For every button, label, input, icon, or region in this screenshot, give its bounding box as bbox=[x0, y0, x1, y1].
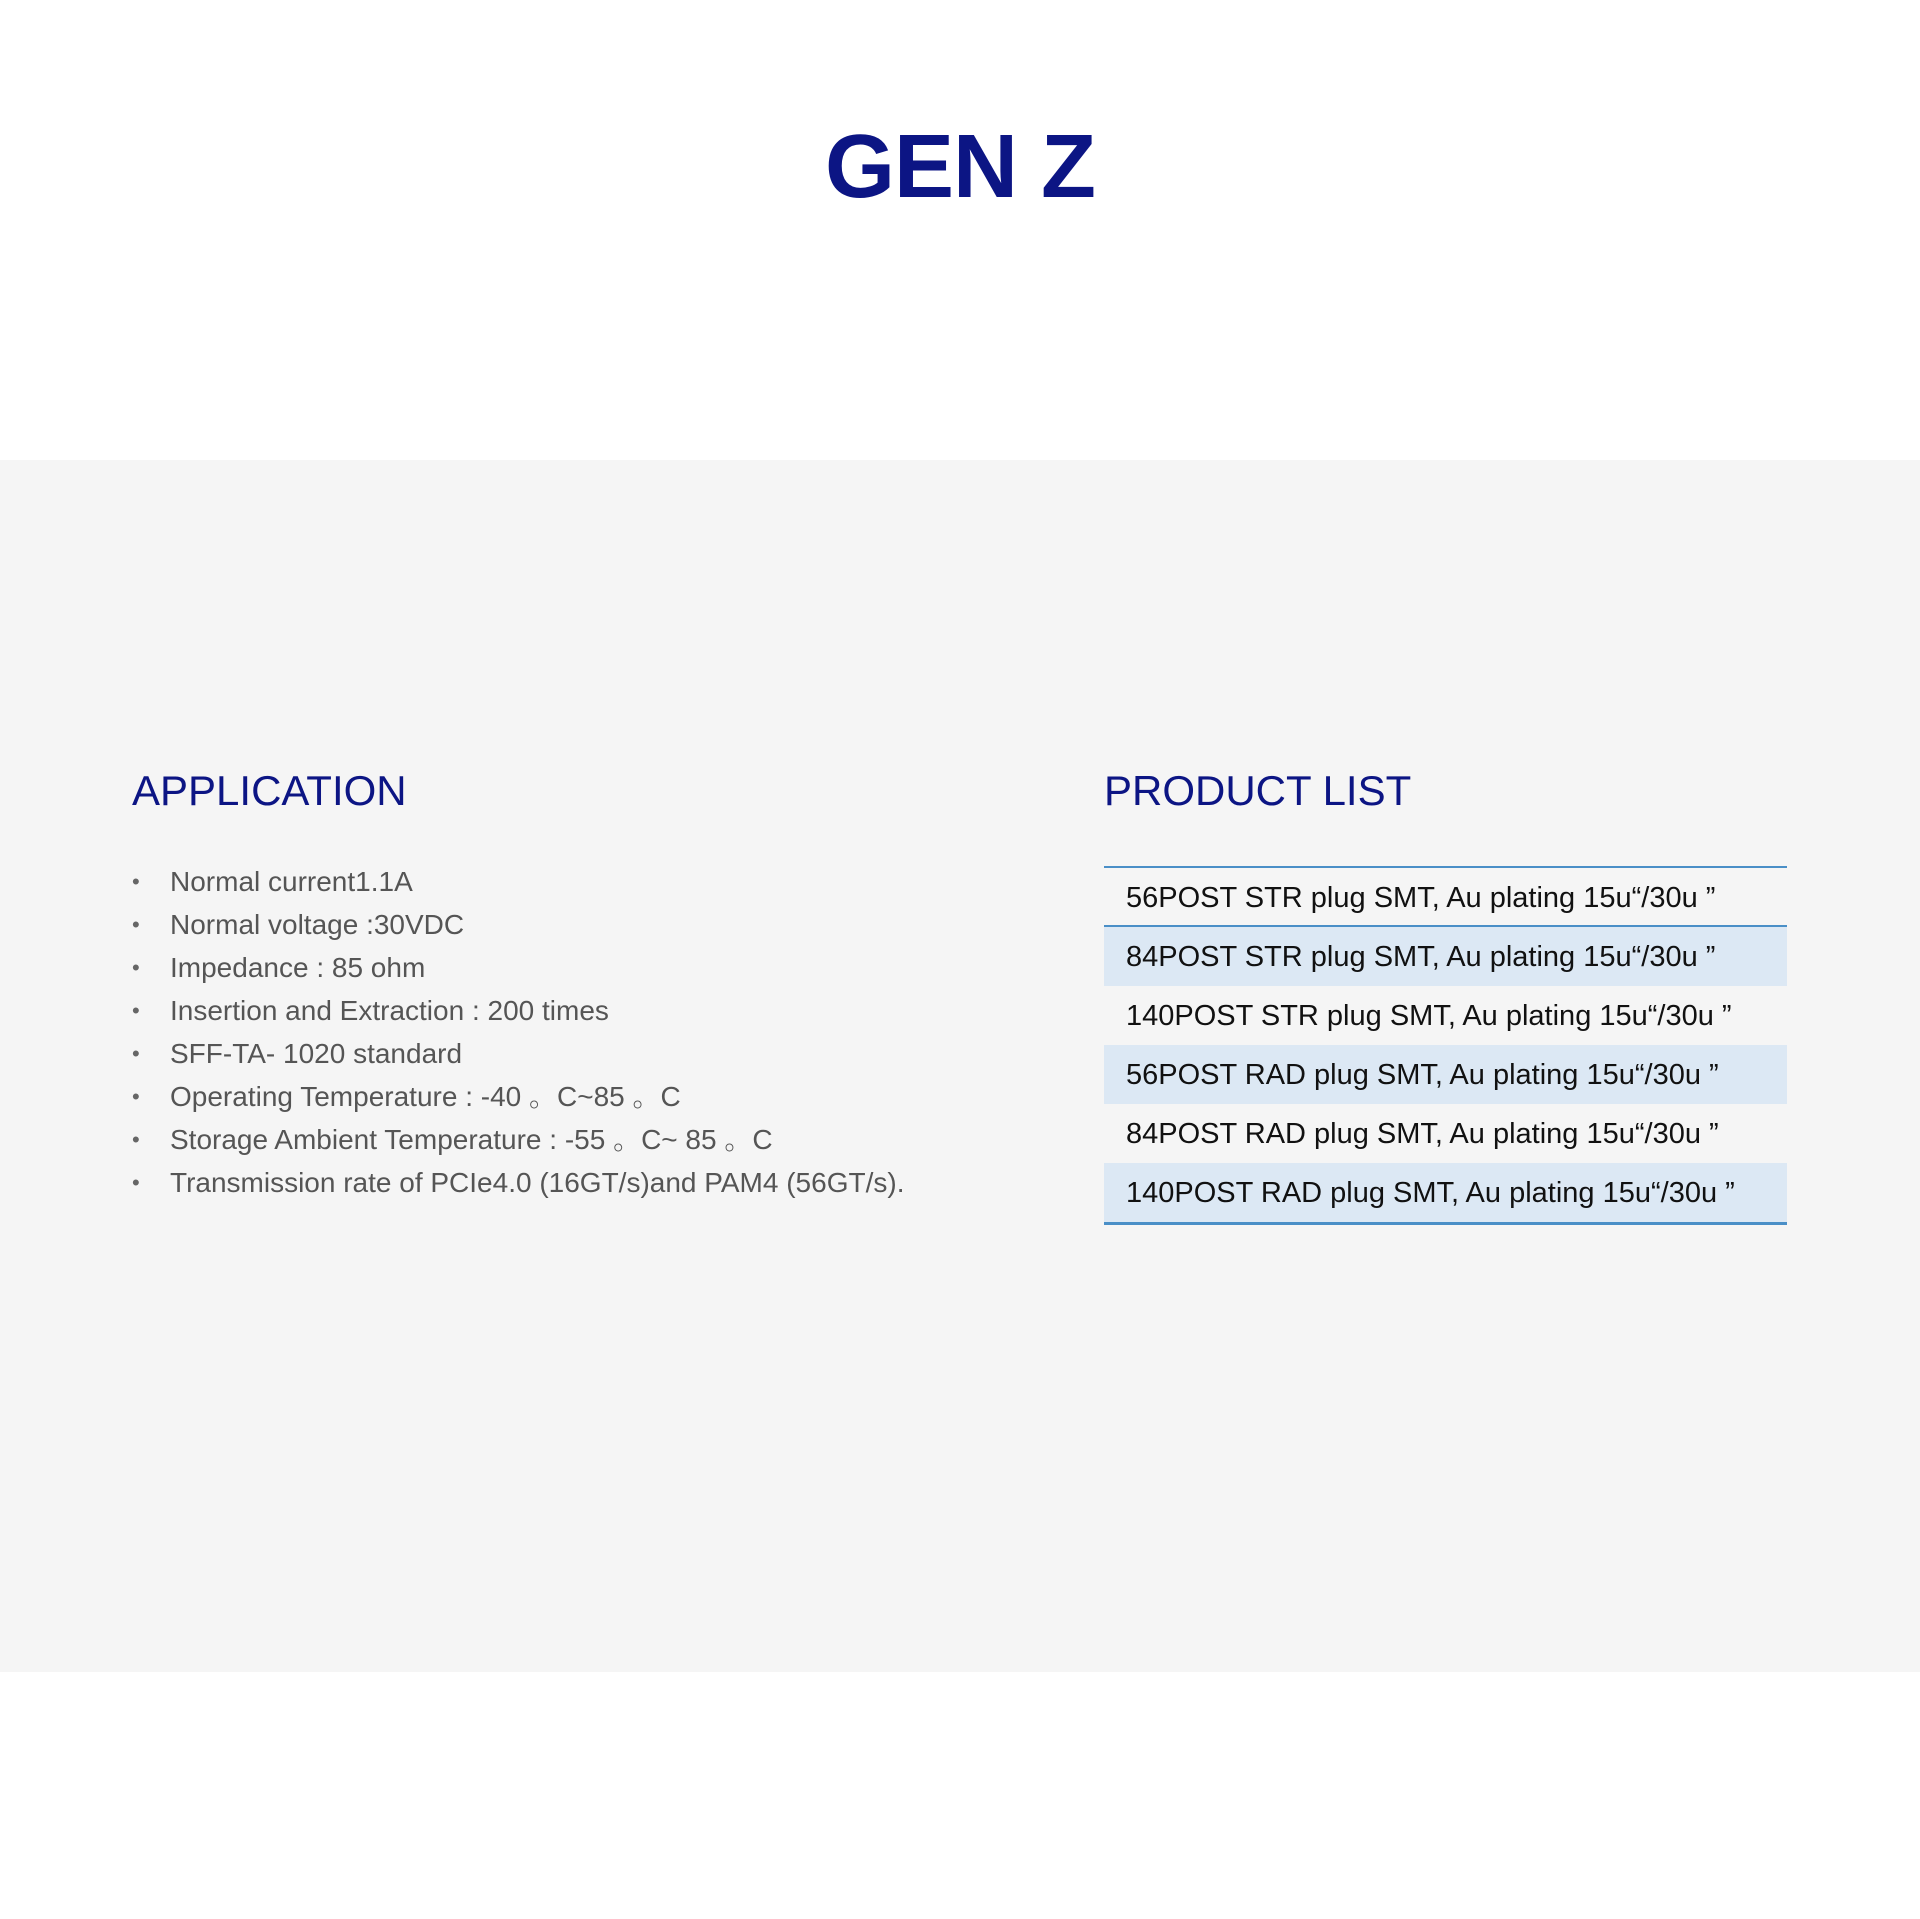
application-heading: APPLICATION bbox=[132, 767, 407, 814]
list-item bbox=[132, 1118, 904, 1161]
list-item bbox=[132, 860, 904, 903]
list-item-text: Insertion and Extraction : 200 times bbox=[170, 995, 609, 1026]
product-row: 56POST STR plug SMT, Au plating 15u“/30u ” bbox=[1104, 868, 1787, 927]
bullet-icon: • bbox=[132, 1041, 140, 1066]
bullet-icon: • bbox=[132, 1170, 140, 1195]
list-item bbox=[132, 989, 904, 1032]
product-row: 84POST RAD plug SMT, Au plating 15u“/30u ” bbox=[1126, 1118, 1719, 1150]
bullet-icon: • bbox=[132, 869, 140, 894]
content-panel bbox=[0, 460, 1920, 1672]
bullet-icon: • bbox=[132, 998, 140, 1023]
product-row: 56POST RAD plug SMT, Au plating 15u“/30u ” bbox=[1104, 1045, 1787, 1104]
page-title: GEN Z bbox=[824, 117, 1095, 217]
list-item bbox=[132, 1075, 904, 1118]
list-item-text: Normal current1.1A bbox=[170, 866, 413, 897]
bullet-icon: • bbox=[132, 955, 140, 980]
list-item-text: Storage Ambient Temperature : -55 。C~ 85 。C bbox=[170, 1124, 773, 1155]
bullet-icon: • bbox=[132, 1127, 140, 1152]
product-row: 140POST RAD plug SMT, Au plating 15u“/30u ” bbox=[1104, 1163, 1787, 1222]
list-item bbox=[132, 1032, 904, 1075]
list-item-text: Normal voltage :30VDC bbox=[170, 909, 465, 940]
list-item bbox=[132, 903, 904, 946]
list-item bbox=[132, 1161, 904, 1204]
product-row: 140POST STR plug SMT, Au plating 15u“/30u ” bbox=[1126, 1000, 1732, 1032]
product-table bbox=[1104, 866, 1787, 1225]
bullet-icon: • bbox=[132, 1084, 140, 1109]
list-item bbox=[132, 946, 904, 989]
application-list bbox=[132, 860, 904, 1204]
list-item-text: Impedance : 85 ohm bbox=[170, 952, 426, 983]
bullet-icon: • bbox=[132, 912, 140, 937]
list-item-text: SFF-TA- 1020 standard bbox=[170, 1038, 463, 1069]
list-item-text: Operating Temperature : -40 。C~85 。C bbox=[170, 1081, 681, 1112]
product-row: 84POST STR plug SMT, Au plating 15u“/30u ” bbox=[1104, 927, 1787, 986]
list-item-text: Transmission rate of PCIe4.0 (16GT/s)and PAM4 (56GT/s). bbox=[170, 1167, 905, 1198]
product-list-heading: PRODUCT LIST bbox=[1104, 767, 1412, 814]
